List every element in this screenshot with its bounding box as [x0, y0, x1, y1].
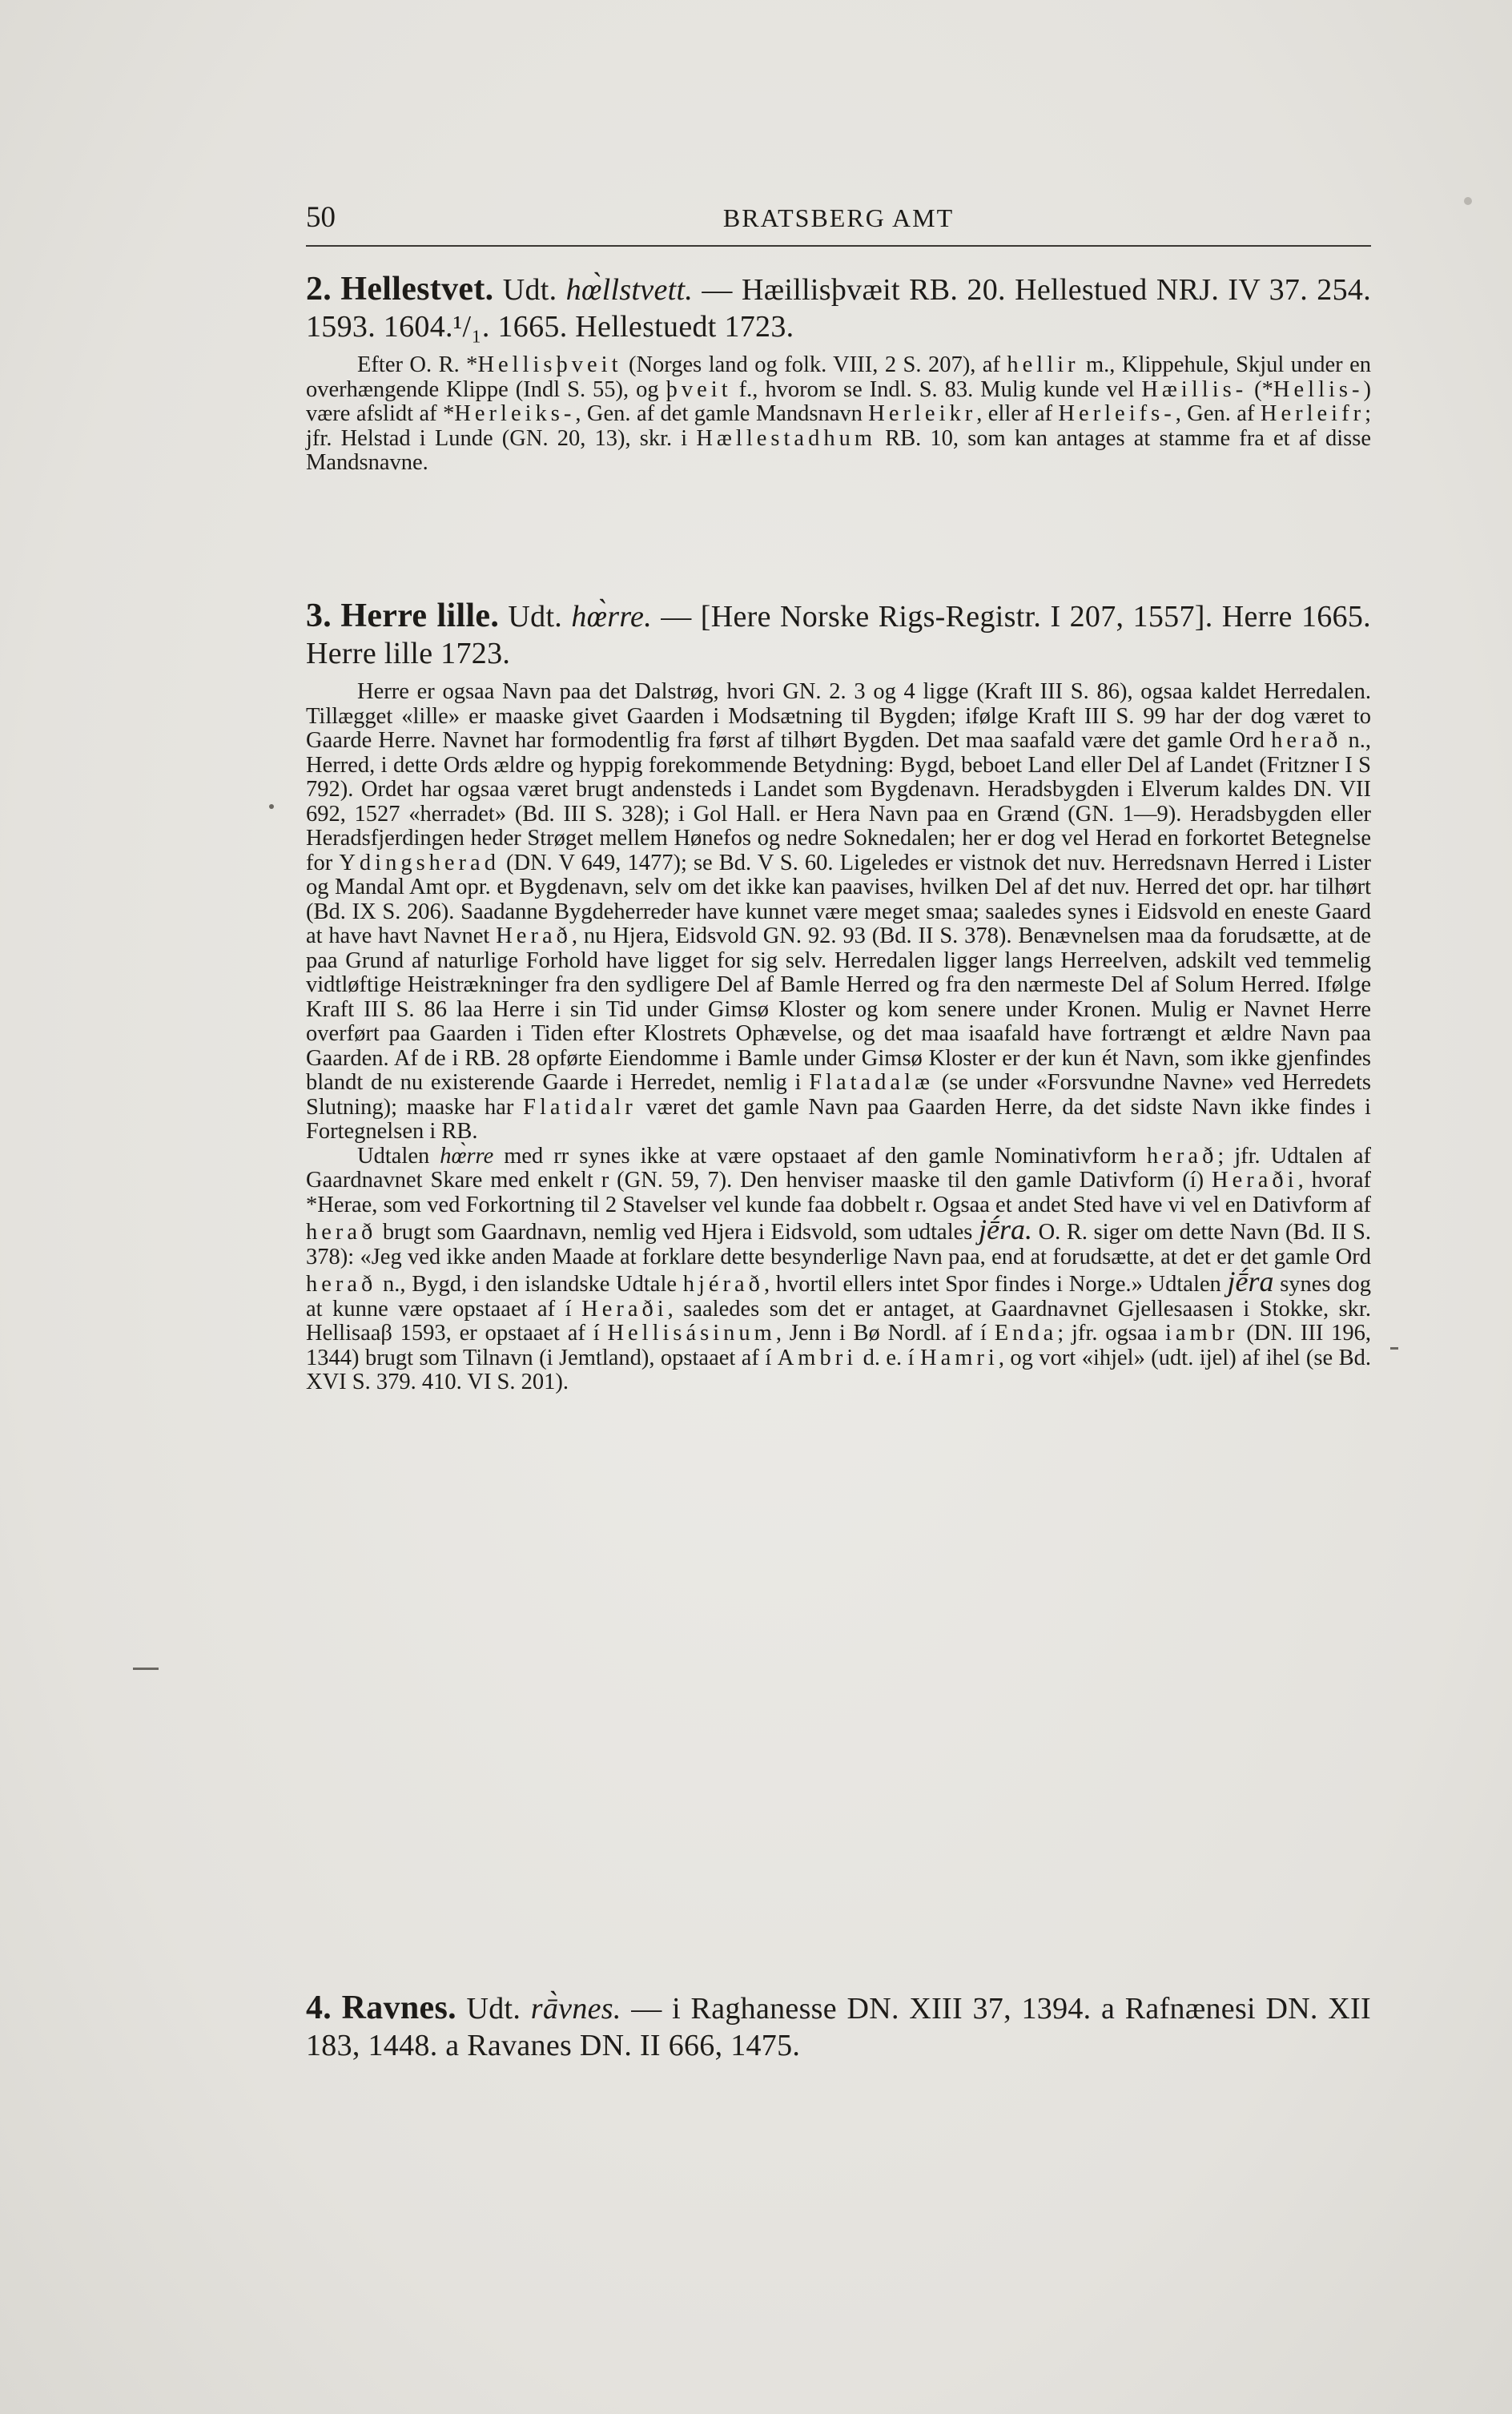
spaced-form: iambr: [1164, 1321, 1239, 1346]
page-header: [306, 200, 1371, 247]
spaced-form: Flatidalr: [523, 1094, 637, 1120]
pronunciation: hœ̀rre.: [571, 600, 653, 634]
text: Udtalen: [357, 1143, 440, 1169]
udt-label: Udt.: [502, 273, 557, 307]
text: RB. 10, som kan antages at stamme fra et af disse Mandsnavne.: [306, 425, 1371, 475]
text: n., Bygd, i den islandske Udtale: [376, 1272, 683, 1297]
text: , Gen. af: [1175, 401, 1261, 426]
spaced-form: Herað: [496, 923, 572, 948]
entry-name: Hellestvet.: [340, 271, 494, 308]
stain-dot: [1464, 197, 1472, 205]
spaced-form: Herleikr: [868, 401, 977, 426]
entry-body: [306, 353, 1371, 476]
entry-ravnes: [306, 1990, 1371, 2064]
text: ; jfr. Udtalen af Gaardnavnet Skare med enkelt r (GN. 59, 7). Den henviser maaske til den gamle Dativform (í): [306, 1143, 1371, 1193]
text: været det gamle Navn paa Gaarden Herre, da det sidste Navn ikke findes i Fortegnelsen i RB.: [306, 1094, 1371, 1144]
spaced-form: Hæillis-: [1141, 376, 1248, 402]
margin-mark: [1390, 1347, 1398, 1350]
entry-hellestvet: [306, 271, 1371, 476]
text: (se under «Forsvundne Navne» ved Herredets Slutning); maaske har: [306, 1070, 1371, 1120]
udt-label: Udt.: [466, 1992, 521, 2026]
spaced-form: Ambri: [777, 1345, 858, 1370]
text: , Jenn i Bø Nordl. af í: [775, 1321, 995, 1346]
spaced-form: Hamri: [920, 1345, 999, 1370]
text: , eller af: [976, 401, 1059, 426]
entry-body: [306, 680, 1371, 1145]
pronunciation: jḗra.: [978, 1213, 1032, 1245]
text: d. e. í: [857, 1345, 920, 1370]
text: (Norges land og folk. VIII, 2 S. 207), af: [621, 352, 1007, 377]
margin-mark: [269, 804, 274, 809]
spaced-form: Hellis-: [1273, 376, 1364, 402]
text: ; jfr. Helstad i Lunde (GN. 20, 13), skr. i: [306, 401, 1371, 451]
text: (DN. V 649, 1477); se Bd. V S. 60. Ligeledes er vistnok det nuv. Herredsnavn Herred i Lister og Mandal Amt opr. et Bygdenavn, selv om det ikke kan paavises, hvilken Del af det nuv. Herred det opr. har tilhørt (Bd. IX S. 206). Saadanne Bygdeherreder have kunnet være meget smaa; saaledes synes i Eidsvold en eneste Gaard at have havt Navnet: [306, 850, 1371, 948]
text: synes dog at kunne være opstaaet af í: [306, 1272, 1371, 1322]
historical-forms: — [Here Norske Rigs-Registr. I 207, 1557]. Herre 1665. Herre lille 1723.: [306, 600, 1371, 670]
text: med rr synes ikke at være opstaaet af den gamle Nominativform: [493, 1143, 1148, 1169]
entry-herre-lille: [306, 597, 1371, 1395]
pronunciation: jḗra: [1227, 1265, 1274, 1298]
text: Efter O. R. *: [357, 352, 478, 377]
entry-heading: [306, 1990, 1371, 2064]
text: , saaledes som det er antaget, at Gaardnavnet Gjellesaasen i Stokke, skr. Hellisaaβ 1593, er opstaaet af í: [306, 1296, 1371, 1346]
text: Herre er ogsaa Navn paa det Dalstrøg, hvori GN. 2. 3 og 4 ligge (Kraft III S. 86), ogsaa kaldet Herredalen. Tillægget «lille» er maaske givet Gaarden i Modsætning til Bygden; ifølge Kraft III S. 99 har der dog været to Gaarde Herre. Navnet har formodentlig fra først af tilhørt Bygden. Det maa saafald være det gamle Ord: [306, 679, 1371, 753]
spaced-form: Flatadalæ: [809, 1070, 935, 1095]
page-number: 50: [306, 201, 336, 234]
text: ) være afslidt af *: [306, 376, 1371, 426]
spaced-form: Heraði: [581, 1296, 668, 1322]
entry-body: [306, 1145, 1371, 1395]
entry-number: 3.: [306, 597, 332, 634]
historical-forms: — i Raghanesse DN. XIII 37, 1394. a Rafnænesi DN. XII 183, 1448. a Ravanes DN. II 666, 1475.: [306, 1992, 1371, 2062]
udt-label: Udt.: [508, 600, 563, 634]
text: , hvoraf *Herae, som ved Forkortning til 2 Stavelser vel kunde faa dobbelt r. Ogsaa et andet Sted have vi vel en Dativform af: [306, 1168, 1372, 1217]
entry-number: 4.: [306, 1990, 332, 2026]
text: , nu Hjera, Eidsvold GN. 92. 93 (Bd. II S. 378). Benævnelsen maa da forudsætte, at de paa Grund af naturlige Forhold have ligget for sig selv. Herredalen ligger langs Herreelven, adskilt ved temmelig vidtløftige Heistrækninger fra den sydligere Del af Bamle Herred og fra den nærmeste Del af Solum Herred. Ifølge Kraft III S. 86 laa Herre i sin Tid under Gimsø Kloster og kom senere under Kronen. Mulig er Navnet Herre overført paa Gaarden i Tiden efter Klostrets Ophævelse, og det maa isaafald have fortrængt et ældre Navn paa Gaarden. Af de i RB. 28 opførte Eiendomme i Bamle under Gimsø Kloster er der kun ét Navn, som ikke gjenfindes blandt de nu existerende Gaarde i Herredet, nemlig i: [306, 923, 1371, 1095]
running-title: BRATSBERG AMT: [722, 203, 955, 232]
text: m., Klippehule, Skjul under en overhængende Klippe (Indl S. 55), og: [306, 352, 1371, 402]
text: (*: [1247, 376, 1273, 402]
entry-name: Ravnes.: [341, 1990, 456, 2026]
spaced-form: herað: [306, 1220, 377, 1245]
entry-number: 2.: [306, 271, 332, 308]
spaced-form: hellir: [1007, 352, 1080, 377]
text: O. R. siger om dette Navn (Bd. II S. 378): «Jeg ved ikke anden Maade at forklare dette besynderlige Navn paa, end at forudsætte, at det er det gamle Ord: [306, 1220, 1372, 1269]
spaced-form: Herleiks-: [454, 401, 576, 426]
spaced-form: þveit: [666, 376, 732, 402]
spaced-form: Herleifr: [1260, 401, 1365, 426]
spaced-form: Hællestadhum: [696, 425, 876, 451]
text: (DN. III 196, 1344) brugt som Tilnavn (i Jemtland), opstaaet af í: [306, 1321, 1372, 1370]
spaced-form: herað: [1147, 1143, 1218, 1169]
spaced-form: herað: [306, 1272, 377, 1297]
spaced-form: Herleifs-: [1058, 401, 1176, 426]
text: n., Herred, i dette Ords ældre og hyppig forekommende Betydning: Bygd, beboet Land eller Del af Landet (Fritzner I S 792). Ordet har ogsaa været brugt andensteds i Landet som Bygdenavn. Heradsbygden i Elverum kaldes DN. VII 692, 1527 «herradet» (Bd. III S. 328); i Gol Hall. er Hera Navn paa en Grænd (GN. 1—9). Heradsbygden eller Heradsfjerdingen heder Strøget mellem Hønefos og nedre Soknedalen; her er dog vel Herad en forkortet Betegnelse for: [306, 728, 1371, 875]
pronunciation: hœ̀rre: [440, 1143, 494, 1169]
pronunciation: hœ̀llstvett.: [565, 273, 694, 307]
text: brugt som Gaardnavn, nemlig ved Hjera i Eidsvold, som udtales: [376, 1220, 979, 1245]
spaced-form: Ydingsherad: [339, 850, 500, 875]
spaced-form: hjérað: [682, 1272, 764, 1297]
margin-mark: [133, 1668, 159, 1670]
entry-heading: [306, 271, 1371, 345]
pronunciation: rā̀vnes.: [530, 1992, 621, 2026]
text: f., hvorom se Indl. S. 83. Mulig kunde vel: [731, 376, 1142, 402]
text: , og vort «ihjel» (udt. ijel) af ihel (se Bd. XVI S. 379. 410. VI S. 201).: [306, 1345, 1371, 1394]
text: ; jfr. ogsaa: [1057, 1321, 1165, 1346]
entry-name: Herre lille.: [340, 597, 500, 634]
historical-forms: — Hæillisþvæit RB. 20. Hellestued NRJ. IV 37. 254. 1593. 1604.¹/₁. 1665. Hellestuedt 1723.: [306, 273, 1371, 344]
text: , hvortil ellers intet Spor findes i Norge.» Udtalen: [763, 1272, 1228, 1297]
spaced-form: herað: [1271, 728, 1342, 753]
spaced-form: Enda: [994, 1321, 1058, 1346]
spaced-form: Hellisþveit: [477, 352, 622, 377]
spaced-form: Hellisásinum: [607, 1321, 776, 1346]
text: , Gen. af det gamle Mandsnavn: [575, 401, 869, 426]
entry-heading: [306, 597, 1371, 672]
spaced-form: Heraði: [1212, 1168, 1298, 1193]
